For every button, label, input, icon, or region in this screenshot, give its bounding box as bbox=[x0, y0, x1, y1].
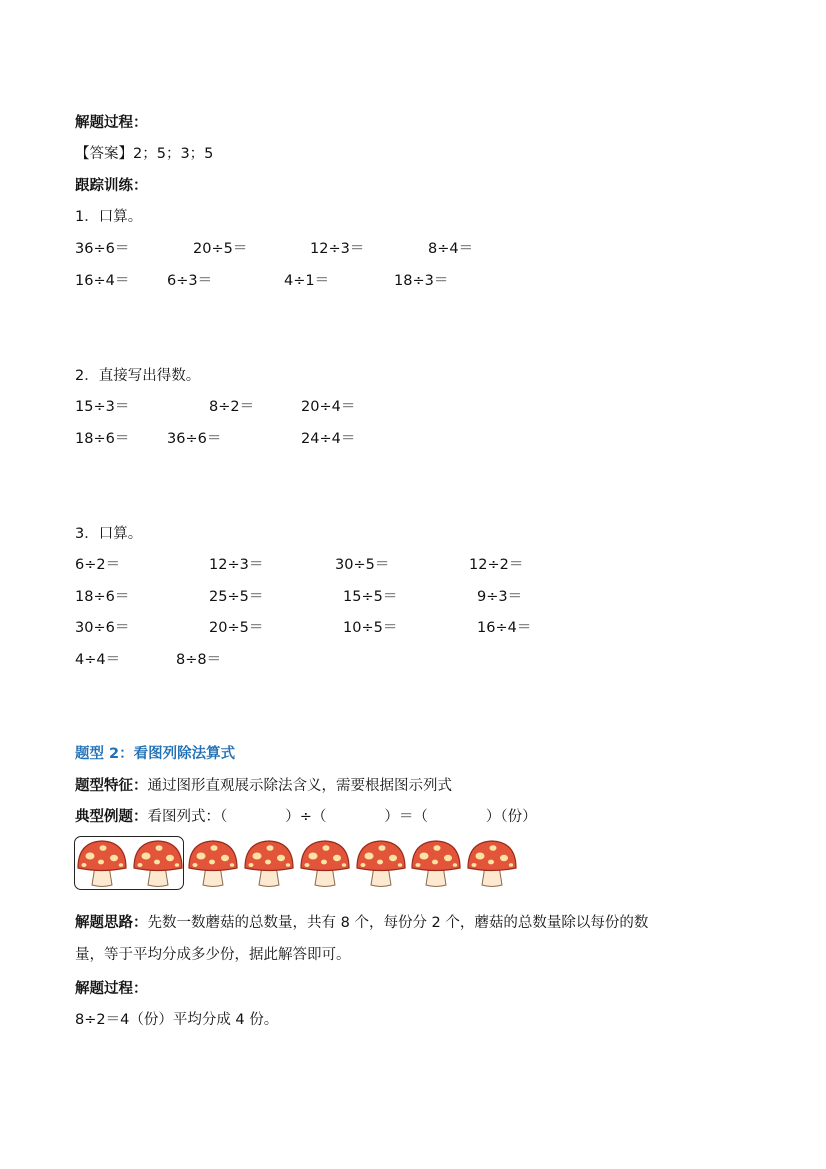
q3-r4-c1: 4÷4＝ bbox=[75, 652, 121, 668]
q1-r1-c3: 12÷3＝ bbox=[310, 241, 365, 257]
mushroom-icon bbox=[241, 836, 297, 890]
example-label: 典型例题 bbox=[75, 809, 133, 825]
q3-r4-c2: 8÷8＝ bbox=[176, 652, 222, 668]
q2-r1-c2: 8÷2＝ bbox=[209, 399, 255, 415]
q1-title: 1．口算。 bbox=[75, 209, 143, 225]
q2-r2-c3: 24÷4＝ bbox=[301, 431, 356, 447]
type2-thinking: 解题思路：先数一数蘑菇的总数量，共有 8 个，每份分 2 个，蘑菇的总数量除以每份的数 bbox=[75, 915, 649, 931]
q2-r1-c1: 15÷3＝ bbox=[75, 399, 130, 415]
q3-r1-c3: 30÷5＝ bbox=[335, 557, 390, 573]
mushroom-icon bbox=[464, 836, 520, 890]
type2-heading: 题型 2：看图列除法算式 bbox=[75, 746, 236, 762]
q3-r3-c2: 20÷5＝ bbox=[209, 620, 264, 636]
mushroom-icon bbox=[297, 836, 353, 890]
q1-r2-c3: 4÷1＝ bbox=[284, 273, 330, 289]
mushroom-icon bbox=[130, 836, 186, 890]
type2-process-text: 8÷2＝4（份）平均分成 4 份。 bbox=[75, 1012, 279, 1028]
mushroom-icon bbox=[185, 836, 241, 890]
q2-r2-c1: 18÷6＝ bbox=[75, 431, 130, 447]
type2-example: 典型例题：看图列式：（ ）÷（ ）＝（ ）（份） bbox=[75, 809, 537, 825]
mushroom-icon bbox=[353, 836, 409, 890]
q3-r1-c4: 12÷2＝ bbox=[469, 557, 524, 573]
thinking-text-2: 量，等于平均分成多少份，据此解答即可。 bbox=[75, 947, 351, 963]
feature-label: 题型特征 bbox=[75, 778, 133, 794]
q1-r2-c2: 6÷3＝ bbox=[167, 273, 213, 289]
feature-text: 通过图形直观展示除法含义，需要根据图示列式 bbox=[147, 778, 452, 794]
q1-r1-c2: 20÷5＝ bbox=[193, 241, 248, 257]
q2-title: 2．直接写出得数。 bbox=[75, 368, 201, 384]
q1-r2-c4: 18÷3＝ bbox=[394, 273, 449, 289]
q2-r2-c2: 36÷6＝ bbox=[167, 431, 222, 447]
q3-r3-c3: 10÷5＝ bbox=[343, 620, 398, 636]
q3-r2-c4: 9÷3＝ bbox=[477, 589, 523, 605]
answer-line: 【答案】2；5；3；5 bbox=[75, 146, 214, 162]
example-text: 看图列式：（ ）÷（ ）＝（ ）（份） bbox=[147, 809, 537, 825]
q3-r3-c4: 16÷4＝ bbox=[477, 620, 532, 636]
q1-r1-c4: 8÷4＝ bbox=[428, 241, 474, 257]
q3-r2-c3: 15÷5＝ bbox=[343, 589, 398, 605]
q3-r1-c2: 12÷3＝ bbox=[209, 557, 264, 573]
type2-feature: 题型特征：通过图形直观展示除法含义，需要根据图示列式 bbox=[75, 778, 452, 794]
q1-r2-c1: 16÷4＝ bbox=[75, 273, 130, 289]
q3-r1-c1: 6÷2＝ bbox=[75, 557, 121, 573]
process-heading: 解题过程： bbox=[75, 115, 148, 131]
q3-title: 3．口算。 bbox=[75, 526, 143, 542]
q2-r1-c3: 20÷4＝ bbox=[301, 399, 356, 415]
thinking-label: 解题思路 bbox=[75, 915, 133, 931]
training-heading: 跟踪训练： bbox=[75, 178, 148, 194]
q3-r2-c2: 25÷5＝ bbox=[209, 589, 264, 605]
q1-r1-c1: 36÷6＝ bbox=[75, 241, 130, 257]
q3-r2-c1: 18÷6＝ bbox=[75, 589, 130, 605]
mushroom-icon bbox=[408, 836, 464, 890]
type2-process-heading: 解题过程： bbox=[75, 981, 148, 997]
q3-r3-c1: 30÷6＝ bbox=[75, 620, 130, 636]
mushroom-icon bbox=[74, 836, 130, 890]
thinking-text-1: 先数一数蘑菇的总数量，共有 8 个，每份分 2 个，蘑菇的总数量除以每份的数 bbox=[147, 915, 649, 931]
